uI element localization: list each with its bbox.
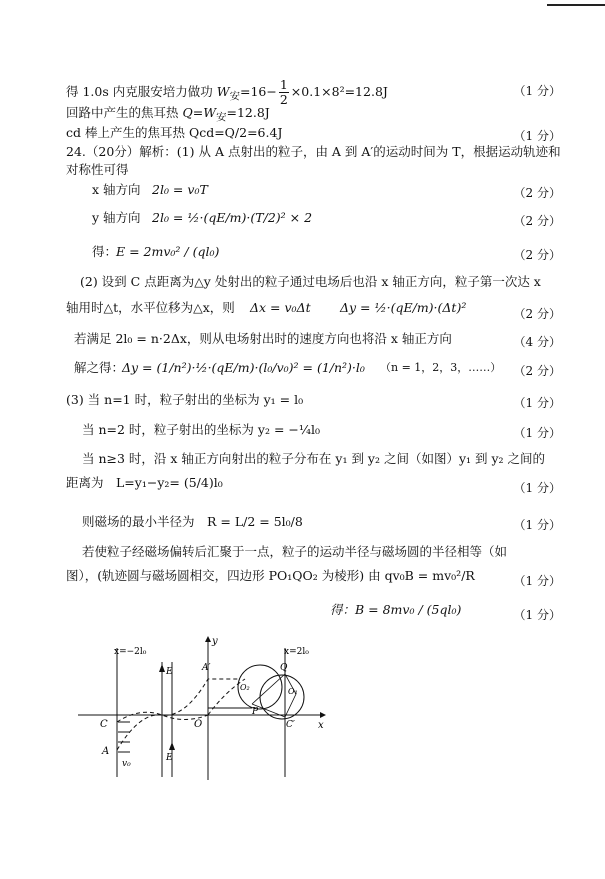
e-arrow-up-2	[169, 742, 175, 750]
solve-label: 解之得：	[74, 360, 125, 375]
score-14: （1 分）	[513, 426, 561, 440]
y-axis-arrow	[205, 636, 211, 642]
distance-line: 距离为 L=y₁−y₂= (5/4)l₀	[66, 475, 223, 490]
e-result-label: 得：	[92, 244, 118, 259]
label-v0: v₀	[122, 759, 131, 769]
dx-equation: Δx = v₀Δt	[250, 300, 311, 315]
e-arrow-up	[159, 664, 165, 672]
y-axis-equation: 2l₀ = ½·(qE/m)·(T/2)² × 2	[152, 210, 313, 225]
part2-line: (2) 设到 C 点距离为△y 处射出的粒子通过电场后也沿 x 轴正方向，粒子第一次达 x	[80, 274, 541, 289]
label-q: Q	[280, 663, 288, 673]
min-radius-line: 则磁场的最小半径为 R = L/2 = 5l₀/8	[82, 514, 303, 529]
heat-line: 回路中产生的焦耳热 $Q=W_安=12.8J$	[66, 105, 270, 124]
work-line: 得 1.0s 内克服安培力做功 $W_安=16-$ $\frac{1}{2}$ ×0.1×8²=12.8J	[66, 77, 388, 107]
part3-n1-line: (3) 当 n=1 时，粒子射出的坐标为 y₁ = l₀	[66, 392, 304, 407]
n-range-note: （n = 1，2，3，……）	[380, 361, 502, 374]
solve-equation: Δy = (1/n²)·½·(qE/m)·(l₀/v₀)² = (1/n²)·l₀	[122, 360, 365, 375]
label-e-top: E	[166, 667, 173, 677]
label-o1: O₁	[288, 687, 298, 696]
velocity-arrows	[118, 722, 130, 752]
x-axis-equation: 2l₀ = v₀T	[152, 182, 208, 197]
question-24-line: 24.（20分）解析：(1) 从 A 点射出的粒子，由 A 到 A′的运动时间为 T，根据运动轨迹和	[66, 144, 561, 159]
score-1: （1 分）	[513, 84, 561, 98]
x-axis-label: x 轴方向	[92, 182, 141, 197]
converge-line: 若使粒子经磁场偏转后汇聚于一点，粒子的运动半径与磁场圆的半径相等（如	[82, 544, 508, 559]
score-17: （1 分）	[513, 518, 561, 532]
score-12: （2 分）	[513, 364, 561, 378]
b-result-line: 得：B = 8mv₀ / (5ql₀)	[330, 602, 462, 617]
score-7: （2 分）	[513, 214, 561, 228]
score-13: （1 分）	[513, 396, 561, 410]
score-10: （2 分）	[513, 307, 561, 321]
magnetic-field-circle	[260, 675, 304, 719]
score-8: （2 分）	[513, 248, 561, 262]
score-6: （2 分）	[513, 186, 561, 200]
label-o: O	[194, 719, 203, 730]
label-c: C	[100, 719, 108, 730]
symmetry-line: 对称性可得	[66, 162, 129, 177]
label-p: P	[252, 707, 259, 717]
score-19: （1 分）	[513, 574, 561, 588]
dy-equation: Δy = ½·(qE/m)·(Δt)²	[340, 300, 467, 315]
label-left-line: x=−2l₀	[114, 647, 147, 657]
score-16: （1 分）	[513, 481, 561, 495]
part3-n3-line: 当 n≥3 时，沿 x 轴正方向射出的粒子分布在 y₁ 到 y₂ 之间（如图）y₁ 到 y₂ 之间的	[82, 451, 546, 466]
e-result-equation: E = 2mv₀² / (ql₀)	[116, 244, 220, 259]
y-axis-label: y 轴方向	[92, 210, 141, 225]
label-a-prime: A′	[202, 663, 211, 673]
label-y: y	[212, 636, 218, 647]
trajectory-figure	[70, 632, 340, 782]
part2-text: 轴用时△t，水平位移为△x，则	[66, 300, 235, 315]
label-right-line: x=2l₀	[284, 647, 309, 657]
condition-line: 若满足 2l₀ = n·2Δx，则从电场射出时的速度方向也将沿 x 轴正方向	[74, 331, 452, 346]
rhombus-line: 图），(轨迹圆与磁场圆相交，四边形 PO₁QO₂ 为棱形) 由 qv₀B = mv₀²/R	[66, 568, 475, 583]
score-3: （1 分）	[513, 129, 561, 143]
label-a: A	[102, 746, 110, 757]
label-c-prime: C′	[286, 720, 295, 730]
score-11: （4 分）	[513, 335, 561, 349]
label-e-bottom: E	[166, 753, 173, 763]
cd-heat-line: cd 棒上产生的焦耳热 Qcd=Q/2=6.4J	[66, 125, 283, 140]
page-edge-line	[547, 4, 605, 6]
x-axis-arrow	[320, 712, 326, 718]
label-x: x	[318, 720, 324, 731]
part3-n2-line: 当 n=2 时，粒子射出的坐标为 y₂ = −¼l₀	[82, 422, 320, 437]
score-20: （1 分）	[513, 608, 561, 622]
label-o2: O₂	[240, 683, 250, 692]
